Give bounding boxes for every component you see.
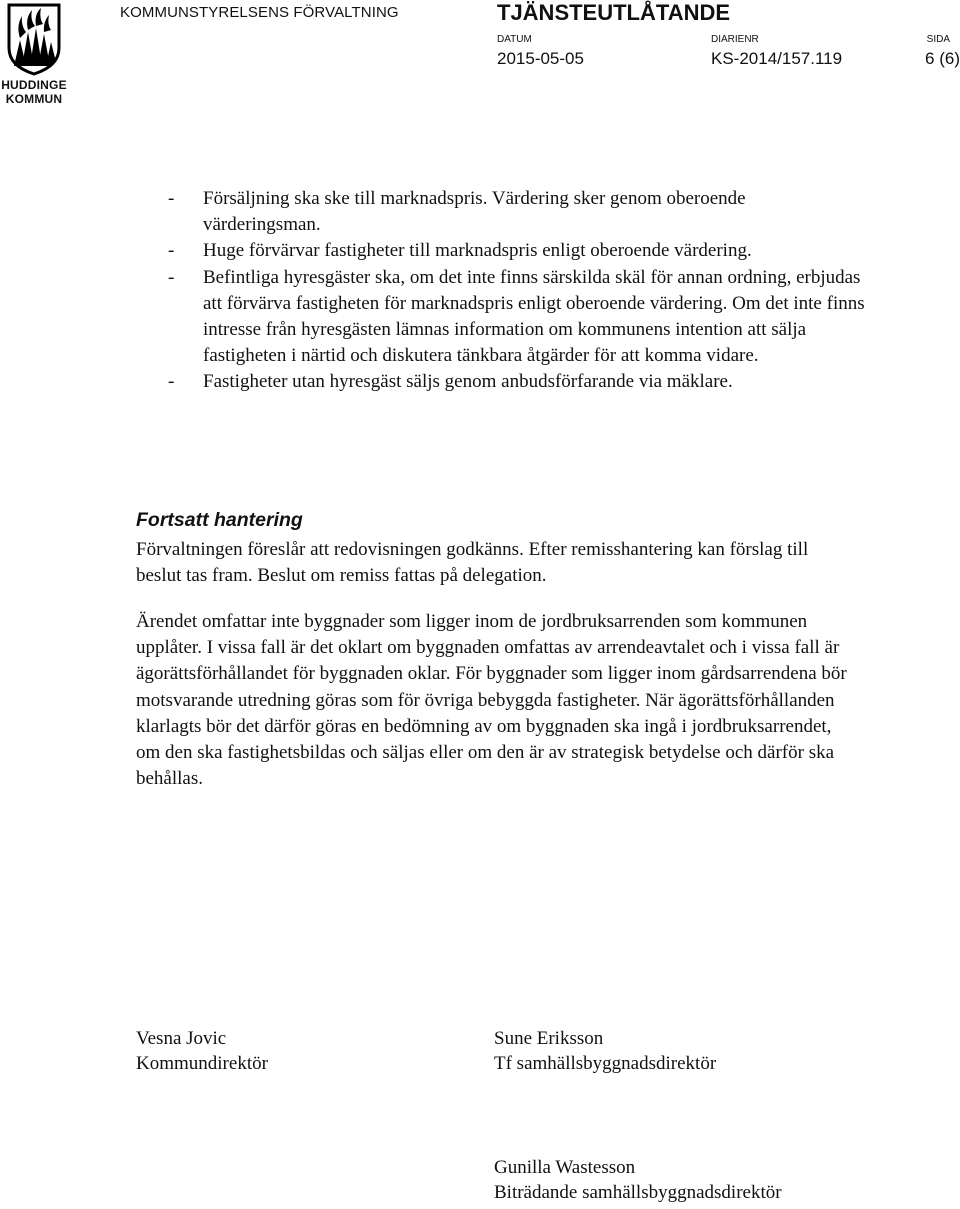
signatory-title: Tf samhällsbyggnadsdirektör [494,1053,717,1074]
signatory-name: Gunilla Wastesson [494,1157,636,1178]
list-item [168,265,868,370]
signatory-name: Sune Eriksson [494,1028,604,1049]
department-name: KOMMUNSTYRELSENS FÖRVALTNING [120,4,399,21]
signature-block [136,1026,268,1076]
body-paragraph: Ärendet omfattar inte byggnader som ligger inom de jordbruksarrenden som kommunen upplåter. I vissa fall är det oklart om byggnaden omfattas av arrendeavtalet och i vissa fall är ägorättsförhållandet för byggnaden oklar. För byggnader som ligger inom gårdsarrendena bör motsvarande utredning göras som för övriga bebyggda fastigheter. När ägorättsförhållanden klarlagts bör det därför göras en bedömning av om byggnaden ska ingå i jordbruksarrendet, om den ska fastighetsbildas och säljas eller om den är av strategisk betydelse och därför ska behållas. [136,611,847,790]
section-heading: Fortsatt hantering [136,509,303,531]
logo-text-line2: KOMMUN [5,92,63,106]
bullet-text: Fastigheter utan hyresgäst säljs genom anbudsförfarande via mäklare. [203,371,733,393]
signature-block [494,1026,716,1076]
bullet-text: Befintliga hyresgäster ska, om det inte finns särskilda skäl för annan ordning, erbjudas att förvärva fastigheten för marknadspris enligt oberoende värdering. Om det inte finns intresse från hyresgästen lämnas information om kommunens intention att sälja fastigheten i närtid och diskutera tänkbara åtgärder för att komma vidare. [203,266,865,367]
signature-block [494,1155,782,1205]
body-paragraph: Förvaltningen föreslår att redovisningen godkänns. Efter remisshantering kan förslag till beslut tas fram. Beslut om remiss fattas på delegation. [136,539,809,587]
list-item [168,369,868,395]
diarienr-value: KS-2014/157.119 [711,49,843,68]
bullet-dash: - [168,266,175,288]
bullet-dash: - [168,371,175,393]
huddinge-kommun-logo [0,0,68,110]
bullet-text: Huge förvärvar fastigheter till marknadspris enligt oberoende värdering. [203,240,752,262]
datum-value: 2015-05-05 [497,49,584,68]
bullet-dash: - [168,188,175,209]
bullet-list [168,186,868,396]
sida-label: SIDA [926,34,950,45]
bullet-text: Försäljning ska ske till marknadspris. Värdering sker genom oberoende värderingsman. [203,188,746,236]
signatory-title: Biträdande samhällsbyggnadsdirektör [494,1182,782,1203]
diarienr-label: DIARIENR [711,34,759,45]
datum-label: DATUM [497,34,532,45]
coat-of-arms-icon [6,2,62,76]
list-item [168,238,868,264]
bullet-dash: - [168,240,175,262]
list-item [168,186,868,238]
signatory-name: Vesna Jovic [136,1028,227,1049]
document-type: TJÄNSTEUTLÅTANDE [497,0,731,25]
page-number: 6 (6) [925,49,960,68]
signatory-title: Kommundirektör [136,1053,268,1074]
logo-text-line1: HUDDINGE [1,78,67,92]
